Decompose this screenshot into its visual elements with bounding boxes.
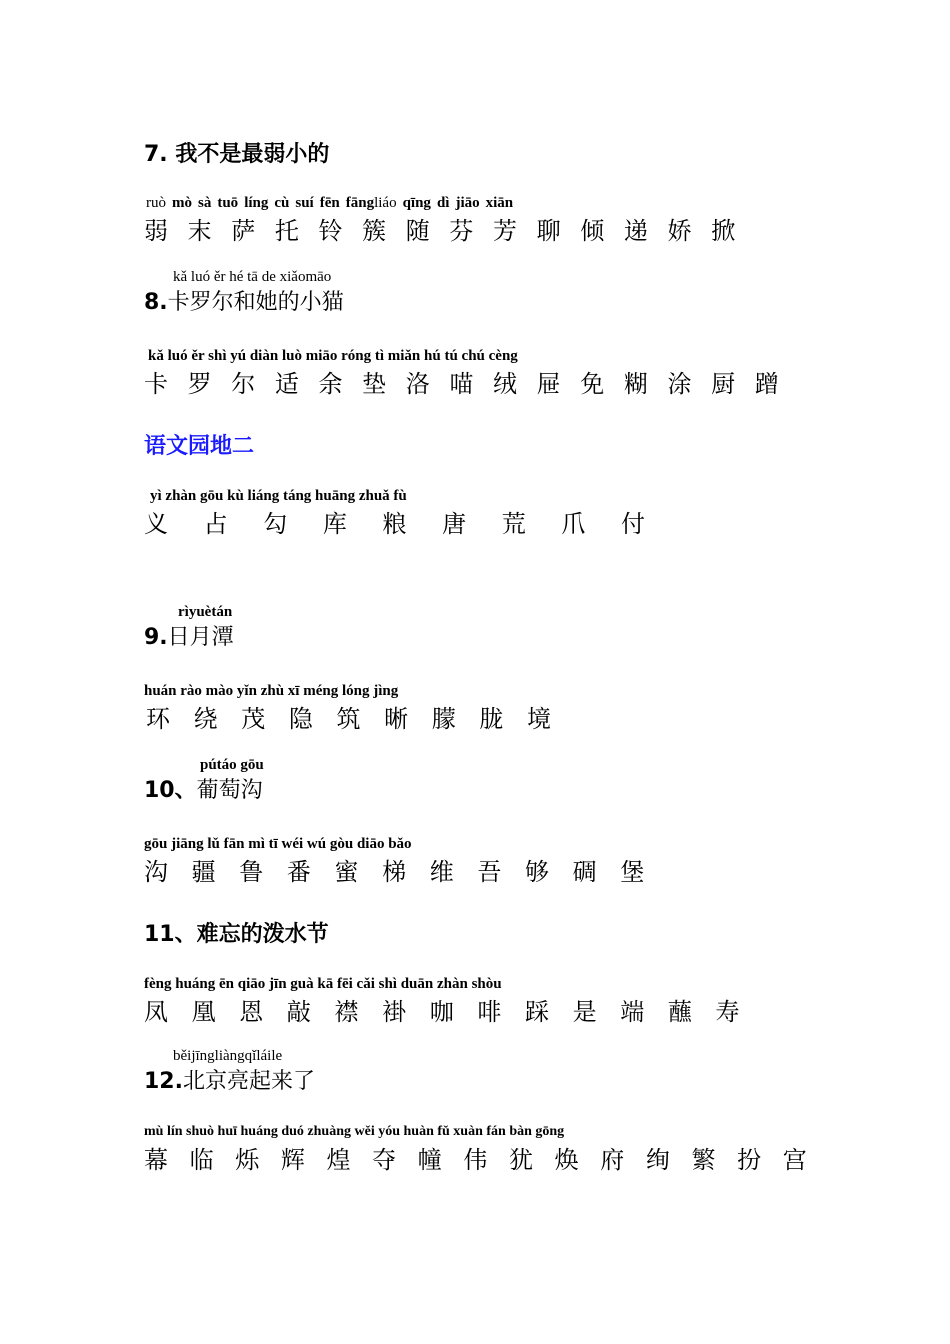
- lesson-title-text: 日月潭: [167, 625, 234, 650]
- garden-2-heading: 语文园地二: [144, 434, 255, 459]
- lesson-9-title: [144, 620, 234, 651]
- lesson-12-title: [144, 1064, 315, 1095]
- lesson-number: 12.: [144, 1069, 183, 1094]
- pinyin: qīng: [402, 195, 431, 211]
- lesson-8-pinyin: kǎ luó ěr shì yú diàn luò miāo róng tì miǎn hú tú chú cèng: [148, 348, 518, 364]
- lesson-10-title-pinyin: pútáo gōu: [200, 757, 264, 773]
- pinyin: fēn: [319, 195, 340, 211]
- pinyin: suí: [295, 195, 314, 211]
- lesson-9-pinyin: huán rào mào yǐn zhù xī méng lóng jìng: [144, 683, 399, 699]
- lesson-number: 9.: [144, 625, 168, 650]
- lesson-number: 8.: [144, 290, 168, 315]
- pinyin: jiāo: [455, 195, 480, 211]
- pinyin: ruò: [146, 195, 166, 211]
- garden-2-pinyin: yì zhàn gōu kù liáng táng huāng zhuǎ fù: [150, 488, 407, 504]
- lesson-10-pinyin: gōu jiāng lǔ fān mì tī wéi wú gòu diāo bǎo: [144, 836, 412, 852]
- pinyin: xiān: [485, 195, 514, 211]
- lesson-12-characters: 幕 临 烁 辉 煌 夺 幢 伟 犹 焕 府 绚 繁 扮 宫: [144, 1146, 814, 1174]
- garden-2-characters: 义 占 勾 库 粮 唐 荒 爪 付: [144, 510, 660, 538]
- lesson-12-pinyin: mù lín shuò huī huáng duó zhuàng wěi yóu huàn fǔ xuàn fán bàn gōng: [144, 1124, 565, 1139]
- lesson-12-title-pinyin: běijīngliàngqǐláile: [173, 1048, 283, 1064]
- lesson-title-text: 葡萄沟: [196, 778, 263, 803]
- lesson-number: 10、: [144, 778, 197, 803]
- lesson-9-title-pinyin: rìyuètán: [178, 604, 233, 620]
- pinyin: liáo: [374, 195, 397, 211]
- lesson-8-characters: 卡 罗 尔 适 余 垫 洛 喵 绒 屉 免 糊 涂 厨 蹭: [144, 370, 785, 398]
- pinyin: tuō: [217, 195, 239, 211]
- lesson-title-text: 卡罗尔和她的小猫: [167, 290, 344, 315]
- lesson-11-characters: 凤 凰 恩 敲 襟 褂 咖 啡 踩 是 端 蘸 寿: [144, 998, 748, 1026]
- lesson-7-characters: 弱 末 萨 托 铃 簇 随 芬 芳 聊 倾 递 娇 掀: [144, 217, 742, 245]
- pinyin: cù: [274, 195, 290, 211]
- pinyin: líng: [244, 195, 269, 211]
- lesson-11-pinyin: fèng huáng ēn qiāo jīn guà kā fēi cǎi shì duān zhàn shòu: [144, 976, 502, 992]
- pinyin: mò: [172, 195, 192, 211]
- lesson-9-characters: 环 绕 茂 隐 筑 晰 朦 胧 境: [146, 705, 560, 733]
- lesson-title-text: 北京亮起来了: [182, 1069, 315, 1094]
- pinyin: dì: [436, 195, 450, 211]
- lesson-10-title: [144, 773, 263, 804]
- lesson-7-heading: 7. 我不是最弱小的: [144, 142, 330, 167]
- lesson-8-title-pinyin: kǎ luó ěr hé tā de xiǎomāo: [173, 269, 332, 285]
- lesson-8-title: [144, 285, 344, 316]
- lesson-11-heading: 11、难忘的泼水节: [144, 922, 329, 947]
- pinyin: sà: [198, 195, 212, 211]
- pinyin: fāng: [345, 195, 375, 211]
- lesson-7-pinyin: [146, 195, 519, 212]
- lesson-10-characters: 沟 疆 鲁 番 蜜 梯 维 吾 够 碉 堡: [144, 858, 653, 886]
